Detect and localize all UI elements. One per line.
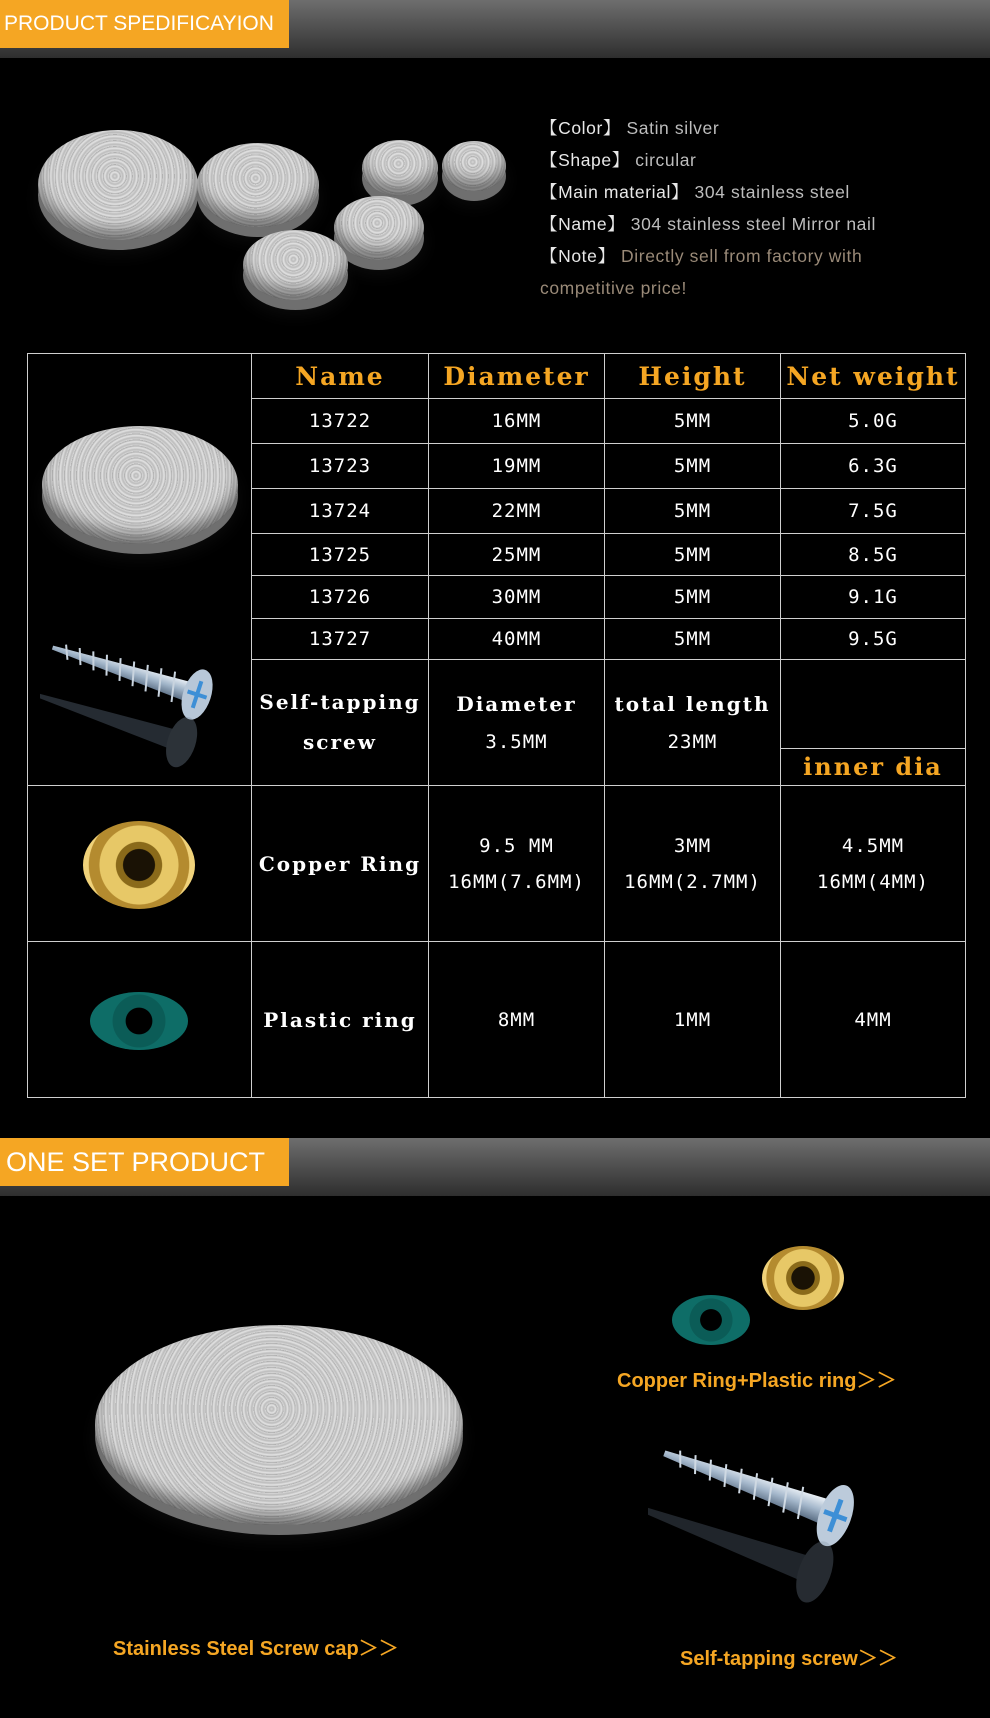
spec-color: 【Color】 Satin silver bbox=[540, 118, 720, 138]
spec-material: 【Main material】 304 stainless steel bbox=[540, 182, 850, 202]
screw-diameter-cell: Diameter 3.5MM bbox=[429, 659, 605, 786]
copper-diameter-cell: 9.5 MM 16MM(7.6MM) bbox=[429, 786, 605, 942]
cell-name: 13724 bbox=[252, 488, 429, 533]
copper-ring-image bbox=[83, 821, 195, 909]
screw-inner-dia-cell bbox=[781, 659, 966, 786]
cell-name: 13727 bbox=[252, 619, 429, 659]
cell-weight: 8.5G bbox=[781, 533, 966, 575]
header-diameter: Diameter bbox=[429, 354, 605, 399]
cell-name: 13723 bbox=[252, 444, 429, 488]
cell-height: 5MM bbox=[605, 533, 781, 575]
cell-height: 5MM bbox=[605, 399, 781, 444]
plastic-ring-image bbox=[90, 992, 188, 1050]
screw-length-cell: total length 23MM bbox=[605, 659, 781, 786]
spec-table bbox=[27, 353, 966, 1098]
set-section-banner bbox=[0, 1138, 990, 1196]
spec-section-banner bbox=[0, 0, 990, 58]
header-name: Name bbox=[252, 354, 429, 399]
cell-weight: 9.5G bbox=[781, 619, 966, 659]
spec-list bbox=[540, 112, 980, 304]
screw-image bbox=[40, 636, 240, 776]
screw-name-cell: Self-tapping screw bbox=[252, 659, 429, 786]
header-net-weight: Net weight bbox=[781, 354, 966, 399]
cap-and-screw-image-cell bbox=[28, 354, 252, 786]
spec-note-continuation: competitive price! bbox=[540, 278, 687, 298]
cap-image bbox=[42, 426, 238, 544]
copper-row bbox=[28, 786, 966, 942]
set-screw-image bbox=[648, 1450, 888, 1620]
plastic-inner-cell: 4MM bbox=[781, 942, 966, 1098]
cell-weight: 7.5G bbox=[781, 488, 966, 533]
cell-diameter: 16MM bbox=[429, 399, 605, 444]
cell-weight: 6.3G bbox=[781, 444, 966, 488]
screw-caption: Self-tapping screw＞＞ bbox=[680, 1648, 898, 1670]
cell-diameter: 30MM bbox=[429, 576, 605, 619]
cell-diameter: 19MM bbox=[429, 444, 605, 488]
cell-height: 5MM bbox=[605, 488, 781, 533]
set-copper-ring-image bbox=[762, 1246, 844, 1310]
large-cap-image bbox=[95, 1325, 463, 1525]
spec-section-title: PRODUCT SPEDIFICAYION bbox=[0, 0, 289, 48]
set-section-title: ONE SET PRODUCT bbox=[0, 1138, 289, 1186]
cell-weight: 9.1G bbox=[781, 576, 966, 619]
spec-shape: 【Shape】 circular bbox=[540, 150, 697, 170]
copper-height-cell: 3MM 16MM(2.7MM) bbox=[605, 786, 781, 942]
copper-inner-cell: 4.5MM 16MM(4MM) bbox=[781, 786, 966, 942]
cell-diameter: 25MM bbox=[429, 533, 605, 575]
cell-height: 5MM bbox=[605, 576, 781, 619]
plastic-name-cell: Plastic ring bbox=[252, 942, 429, 1098]
plastic-height-cell: 1MM bbox=[605, 942, 781, 1098]
copper-name-cell: Copper Ring bbox=[252, 786, 429, 942]
plastic-row bbox=[28, 942, 966, 1098]
table-header-row bbox=[28, 354, 966, 399]
cell-name: 13725 bbox=[252, 533, 429, 575]
cap-caption: Stainless Steel Screw cap＞＞ bbox=[113, 1638, 399, 1660]
cell-diameter: 40MM bbox=[429, 619, 605, 659]
spec-name: 【Name】 304 stainless steel Mirror nail bbox=[540, 214, 876, 234]
cell-name: 13726 bbox=[252, 576, 429, 619]
cell-height: 5MM bbox=[605, 619, 781, 659]
plastic-image-cell bbox=[28, 942, 252, 1098]
cell-name: 13722 bbox=[252, 399, 429, 444]
header-height: Height bbox=[605, 354, 781, 399]
cell-height: 5MM bbox=[605, 444, 781, 488]
copper-image-cell bbox=[28, 786, 252, 942]
cell-weight: 5.0G bbox=[781, 399, 966, 444]
inner-dia-header: inner dia bbox=[803, 752, 943, 782]
rings-caption: Copper Ring+Plastic ring＞＞ bbox=[617, 1370, 897, 1392]
cell-diameter: 22MM bbox=[429, 488, 605, 533]
spec-note: 【Note】 Directly sell from factory with bbox=[540, 246, 863, 266]
plastic-diameter-cell: 8MM bbox=[429, 942, 605, 1098]
set-plastic-ring-image bbox=[672, 1295, 750, 1345]
